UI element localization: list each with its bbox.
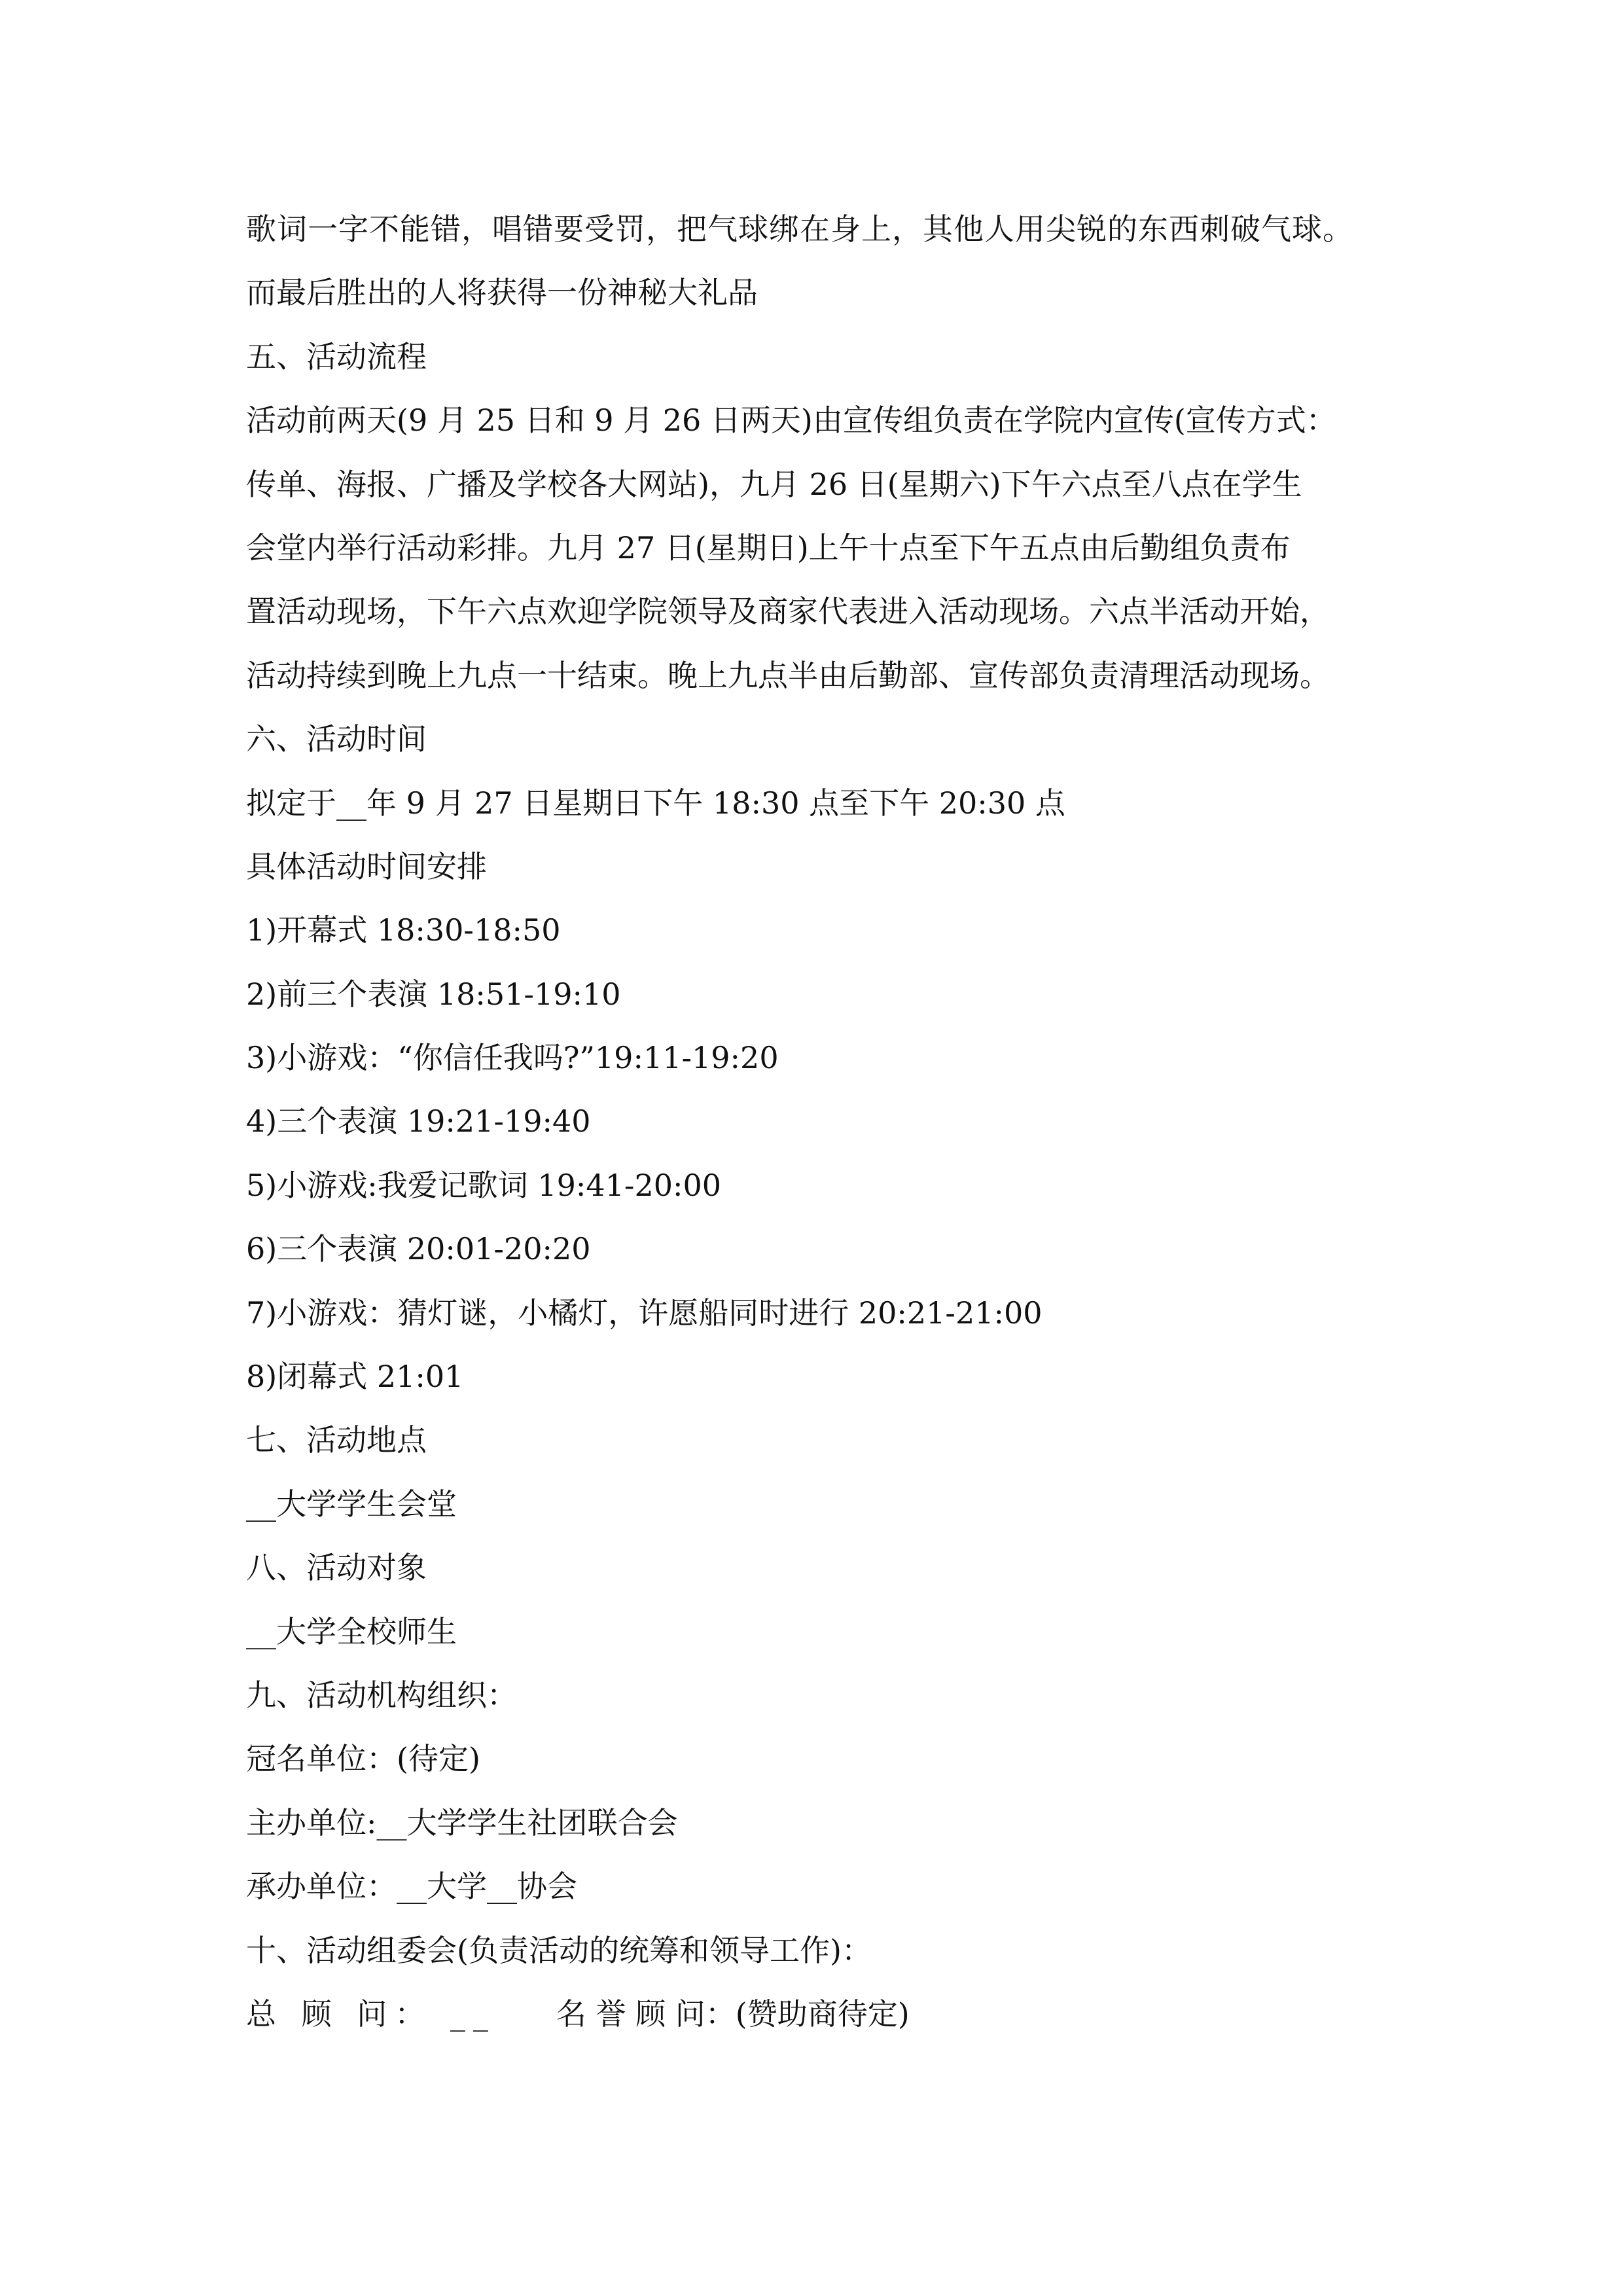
section-heading: 六、活动时间 [246,721,427,757]
text-line: 承办单位：__大学__协会 [246,1869,577,1905]
section-heading: 七、活动地点 [246,1422,427,1458]
schedule-item: 1)开幕式 18:30-18:50 [246,912,561,948]
document-body [246,198,1424,2046]
text-line: 传单、海报、广播及学校各大网站)，九月 26 日(星期六)下午六点至八点在学生 [246,466,1302,502]
schedule-item: 7)小游戏：猜灯谜，小橘灯，许愿船同时进行 20:21-21:00 [246,1295,1043,1331]
schedule-item: 4)三个表演 19:21-19:40 [246,1103,591,1139]
text-line: 活动持续到晚上九点一十结束。晚上九点半由后勤部、宣传部负责清理活动现场。 [246,657,1330,693]
section-heading: 九、活动机构组织： [246,1677,517,1713]
text-line: 歌词一字不能错，唱错要受罚，把气球绑在身上，其他人用尖锐的东西刺破气球。 [246,211,1353,247]
text-line: 冠名单位：(待定) [246,1741,480,1777]
text-line: 具体活动时间安排 [246,848,487,884]
text-line: __大学学生会堂 [246,1486,457,1522]
text-line: __大学全校师生 [246,1613,457,1649]
section-heading: 十、活动组委会(负责活动的统筹和领导工作)： [246,1932,872,1968]
general-advisor: 总 顾 问： __ [246,1996,496,2032]
honorary-advisor: 名 誉 顾 问：(赞助商待定) [556,1996,910,2032]
schedule-item: 6)三个表演 20:01-20:20 [246,1231,591,1267]
advisors-line [246,1982,1424,2046]
text-line: 而最后胜出的人将获得一份神秘大礼品 [246,275,758,311]
text-line: 主办单位:__大学学生社团联合会 [246,1804,678,1840]
text-line: 活动前两天(9 月 25 日和 9 月 26 日两天)由宣传组负责在学院内宣传(宣传方式： [246,403,1336,439]
text-line: 会堂内举行活动彩排。九月 27 日(星期日)上午十点至下午五点由后勤组负责布 [246,529,1291,565]
schedule-item: 2)前三个表演 18:51-19:10 [246,976,621,1012]
schedule-item: 5)小游戏:我爱记歌词 19:41-20:00 [246,1167,722,1203]
text-line: 置活动现场，下午六点欢迎学院领导及商家代表进入活动现场。六点半活动开始， [246,594,1330,630]
schedule-item: 3)小游戏：“你信任我吗?”19:11-19:20 [246,1040,779,1076]
schedule-item: 8)闭幕式 21:01 [246,1359,464,1395]
section-heading: 八、活动对象 [246,1550,427,1586]
section-heading: 五、活动流程 [246,338,427,374]
text-line: 拟定于__年 9 月 27 日星期日下午 18:30 点至下午 20:30 点 [246,785,1065,821]
